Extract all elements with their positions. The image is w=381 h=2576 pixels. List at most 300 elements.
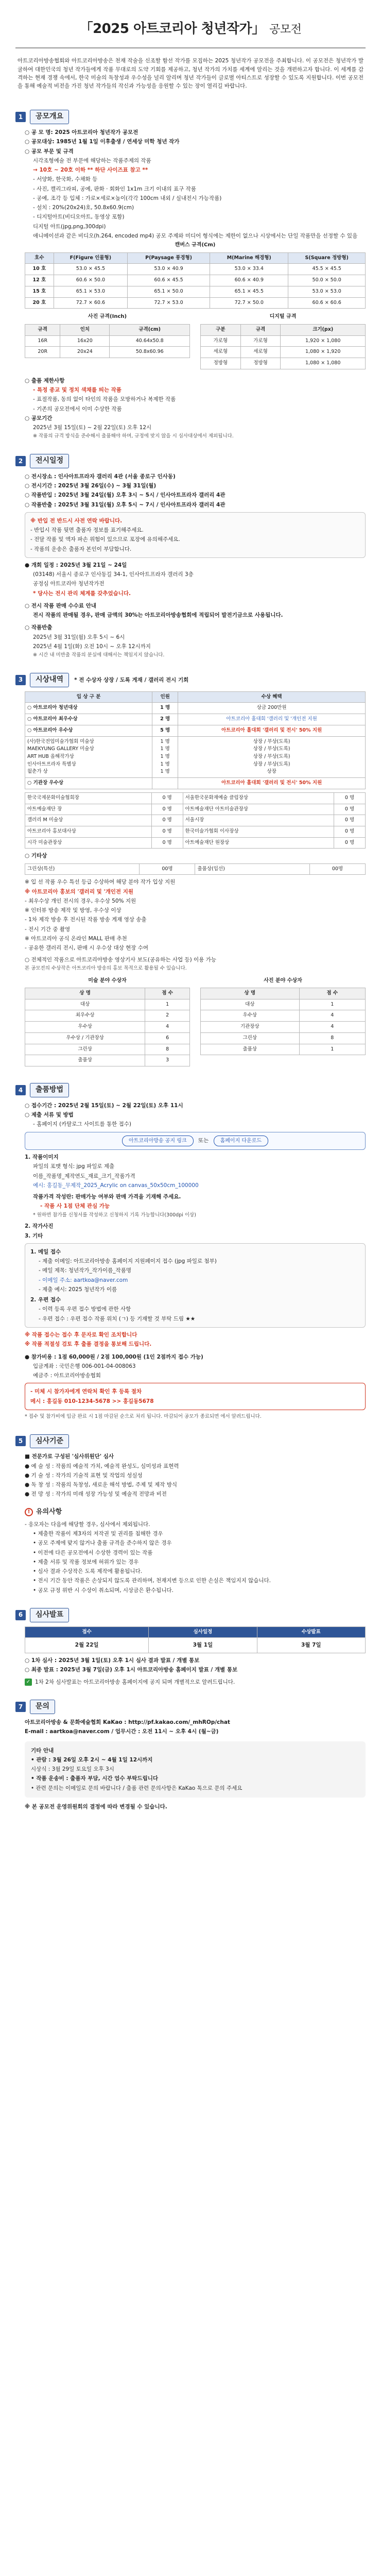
email-method-item: - 제출 예시: 2025 청년작가 이름 [39,1286,117,1293]
title-divider [15,47,366,48]
table-cell: 5 명 [152,725,178,736]
table-cell: 0 명 [151,804,183,815]
form-item: 파일의 포맷 형식: jpg 파일로 제출 [33,1163,115,1170]
table-cell: 그린상 [201,1032,300,1044]
table-cell: 00명 [309,863,365,875]
section-contact [15,1700,366,1811]
table-header: 수상발표 [257,1626,365,1638]
method-sub: - 홈페이지 (카탈로그 사이트를 통한 접수) [33,1121,131,1128]
art-award-table [25,988,190,1066]
closing-note: ※ 본 공모전 운영위원회의 결정에 따라 변경될 수 있습니다. [25,1803,167,1810]
table-cell: 0 명 [151,792,183,804]
caution-title: 유의사항 [36,1507,62,1516]
digital-size-table [200,324,366,369]
table-header: M(Marine 해경형) [210,252,288,264]
table-cell [152,778,178,789]
caution-item: • 제출한 작품이 제3자의 저작권 및 권리를 침해한 경우 [33,1530,366,1538]
prize-note-extra: ○ 전체적인 작품으로 아트코리아방송 영상기사 보도(공유하는 사업 등) 이용 가능 [25,956,216,963]
schedule-table [25,1626,366,1653]
table-row [25,703,366,714]
table-cell: 6 [145,1032,190,1044]
table-row [25,1010,190,1022]
section-number: 6 [15,1610,26,1620]
extra-label: 기타 안내 [31,1747,54,1754]
table-cell: 최우수상 [25,1010,145,1022]
spec-limit: → 10호 ~ 20호 이하 ** 하단 사이즈표 참고 ** [33,167,148,174]
spec-item: - 공예, 조각 등 입체 : 가로×세로×높이(각각 100cm 내외 / 실내전시 가능작품) [33,195,222,201]
table-row [25,714,366,725]
caution-item: • 공모 주제에 맞지 않거나 출품 규격을 준수하지 않은 경우 [33,1539,366,1547]
table-cell: 0 명 [334,792,366,804]
table-cell: 갤러리 M 미술상 [25,815,152,826]
section-header [15,1700,366,1714]
table-cell: 4 [299,1022,365,1033]
criteria-item: ● 예 술 성 : 작품의 예술적 가치, 예술적 완성도, 심미성과 표현력 [25,1463,179,1469]
sponsor-benefit: 상장 / 부상(도록) [253,761,290,767]
warning-icon: ! [25,1508,33,1516]
photo-award-table [200,988,366,1055]
table-row [25,1638,366,1653]
fee-warning: 메시 : 홍길동 010-1234-5678 >> 홍길동5678 [30,1398,154,1404]
fee-warning-box [25,1383,366,1410]
photo-size-table [25,324,190,358]
table-row [25,297,366,309]
link-separator: 또는 [198,1137,209,1144]
table-cell: 3월 7일 [257,1638,365,1653]
table-header: 구분 [201,324,241,335]
section-prizes [15,673,366,1070]
section-header [15,1608,366,1622]
table-cell: 아트코리아 홀대회 '갤러리 및 전시' 50% 지원 [178,725,366,736]
table-cell: ○ 아트코리아 최우수상 [25,714,152,725]
table-header: 규격 [25,324,60,335]
table-cell: 65.1 × 50.0 [128,286,210,297]
canvas-table-caption: 캔버스 규격(Cm) [175,242,216,248]
section-announcement [15,1608,366,1686]
entry-limit-item: - 표절작품, 동의 없이 타인의 작품을 모방하거나 복제한 작품 [33,396,176,403]
title-block [15,11,366,43]
check-note [25,1678,366,1686]
table-row [25,275,366,286]
table-row [25,1022,190,1033]
caution-item: • 제출 서류 및 작품 정보에 허위가 있는 경우 [33,1558,366,1566]
table-cell: 한국미술가협회 이사장상 [183,826,334,837]
photo-table-caption: 사진 규격(Inch) [88,314,127,320]
table-cell: 1 [145,999,190,1010]
section-header [15,1083,366,1097]
application-note: * 원하면 참가를 신청서를 작성하고 신청하지 기록 가능합니다(300dpi 이상) [33,1212,196,1218]
exhibit-line: ○ 전시장소 : 인사아트프라자 갤러리 4관 (서울 종로구 인사동) [25,473,176,480]
table-row [201,1022,366,1033]
table-cell: ○ 아트코리아 우수상 [25,725,152,736]
overview-line: ○ 공모대상: 1985년 1월 1일 이후출생 / 연세상 미학 청년 작가 [25,139,180,145]
section-number: 1 [15,112,26,122]
table-cell: 16x20 [60,335,110,347]
table-cell: 1 [299,1044,365,1055]
spec-item: - 사진, 캘리그라피, 공예, 판화 · 회화인 1x1m 크기 이내의 표구 작품 [33,185,196,192]
notice-item: - 작품의 운송은 출품자 본인이 부담합니다. [30,546,132,552]
recheck-sub: ※ 작품 적절성 검토 후 출품 결정을 통보해 드립니다. [25,1341,152,1348]
table-cell: 대상 [25,999,145,1010]
table-header: 수상 혜택 [178,691,366,703]
table-cell: 아트코리아 홀대회 '갤러리 및 '개인전 지원 [178,714,366,725]
table-cell: 40.64x50.8 [110,335,190,347]
table-row [25,1044,190,1055]
spec-list [25,175,366,240]
table-cell: 53.0 × 53.0 [288,286,366,297]
table-header: 심사일정 [149,1626,257,1638]
period-value: 2025년 3월 15일(토) ~ 2월 22일(토) 오후 12시 [33,425,152,431]
table-header: P(Paysage 풍경형) [128,252,210,264]
prize-note-item: ※ 아트코리아 홍보의 '갤러리 및 '개인전 지원 [25,888,134,895]
sponsor-count: 1 명 [160,769,170,775]
table-row [25,999,190,1010]
table-row [25,792,366,804]
table-cell: 출품상 [25,1055,145,1066]
extra-item: • 작품 운송비 : 출품자 부담, 시간 엄수 부탁드립니다 [31,1775,159,1782]
table-row [25,347,190,358]
contact-line: E-mail : aartkoa@naver.com / 업무시간 : 오전 11시 ~ 오후 4시 (월~금) [25,1728,219,1735]
table-row [201,358,366,369]
table-header: 규격(cm) [110,324,190,335]
table-cell: 정방형 [201,358,241,369]
homepage-download-button[interactable]: 홈페이지 다운로드 [214,1136,268,1147]
check-note-text: 1차 2차 심사발표는 아트코리아방송 홈페이지에 공지 되며 개별적으로 알려드립니다. [35,1679,235,1686]
table-cell: 50.0 × 50.0 [288,275,366,286]
section-header [15,1434,366,1449]
sponsor-benefit: 상장 / 부상(도록) [253,753,290,759]
table-cell: 아트예술재단 원장상 [183,837,334,849]
entry-limit-label: ○ 출품 제한사항 [25,377,65,384]
email-method-item: 1. 메일 접수 [30,1248,61,1255]
table-row [201,335,366,347]
table-cell: 20 호 [25,297,54,309]
participation-fee: ● 참가비용 : 1점 60,000원 / 2점 100,000원 (1인 2점까지 접수 가능) [25,1353,203,1360]
section-submission [15,1083,366,1421]
table-cell: 가로형 [240,335,281,347]
price-note: - 작품 사 1점 단체 관심 가능 [40,1203,110,1210]
table-cell: 65.1 × 45.5 [210,286,288,297]
section-criteria [15,1434,366,1595]
ceremony-value: (03148) 서울시 종로구 인사동길 34-1, 인사아트프라자 갤러리 3층 [33,571,194,578]
docs-label: 2. 작가사진 [25,1223,54,1230]
table-row [25,815,366,826]
ceremony-sub: 공정심 아트코리아 청년작가전 [33,581,105,587]
table-cell: 2월 22일 [25,1638,149,1653]
table-cell: 8 [299,1032,365,1044]
table-cell: 0 명 [334,837,366,849]
prize-note-item: - 전시 기간 중 촬영 [25,926,71,933]
canvas-size-table [25,252,366,309]
table-cell: 0 명 [151,815,183,826]
table-cell: 0 명 [151,826,183,837]
extra-info-box [25,1741,366,1798]
table-cell: 정방형 [240,358,281,369]
caution-lead: - 응모자는 다음에 해당할 경우, 심사에서 제외됩니다. [25,1521,150,1528]
table-cell: 서울시장 [183,815,334,826]
table-cell: 15 호 [25,286,54,297]
prize-notes [25,878,366,952]
section-number: 5 [15,1436,26,1446]
exhibit-line: ○ 작품반출 : 2025년 3월 31일(월) 오후 5시 ~ 7시 / 인사아트프라자 갤러리 4관 [25,501,226,508]
table-header: 상 명 [201,988,300,999]
photo-award-caption: 사진 분야 수상자 [264,977,302,984]
table-row [201,1044,366,1055]
table-cell: 출품상 [201,1044,300,1055]
table-cell: 가로형 [201,335,241,347]
entry-limit-item: - 기존의 공모전에서 이미 수상한 작품 [33,405,122,412]
checkbox-icon: ✓ [25,1679,32,1686]
criteria-item: ● 독 창 성 : 작품의 독창성, 새로운 해석 방법, 주제 및 제작 방식 [25,1482,178,1488]
table-cell: 1,080 × 1,080 [281,358,366,369]
spec-intro: 시각조형예술 전 부문에 해당하는 작품주제의 작품 [33,157,151,164]
table-cell: 대상 [201,999,300,1010]
criteria-item: ● 전 망 성 : 작가의 미래 성장 가능성 및 예술적 전망과 비전 [25,1491,167,1498]
table-header: 상 명 [25,988,145,999]
notice-link-button[interactable]: 아트코리아방송 공지 링크 [122,1136,194,1147]
extra-item: • 관람 : 3월 26일 오후 2시 ~ 4월 1일 12시까지 [31,1756,153,1763]
section-title: 공모개요 [30,110,69,124]
table-cell: 72.7 × 50.0 [210,297,288,309]
table-cell: 3 [145,1055,190,1066]
caution-item: • 심사 결과 수상작은 도록 제작에 활용됩니다. [33,1567,366,1575]
table-header: F(Figure 인물형) [54,252,127,264]
fee-value: 전시 작품의 판매될 경우, 판매 금액의 30%는 아트코리아방송협회에 적립되어 발전기금으로 사용됩니다. [33,612,283,619]
table-cell: 0 명 [151,837,183,849]
table-cell: 50.8x60.96 [110,347,190,358]
table-header: 크기(px) [281,324,366,335]
table-cell: 60.6 × 45.5 [128,275,210,286]
table-cell: 2 [145,1010,190,1022]
return-line: ※ 시간 내 미반출 작품의 분실에 대해서는 책임지지 않습니다. [33,652,165,658]
section-header [15,454,366,468]
caution-item: • 이전에 다른 공모전에서 수상한 경력이 있는 작품 [33,1549,366,1557]
table-cell: 우수상 [201,1010,300,1022]
email-method-item: - 이메일 주소: aartkoa@naver.com [39,1277,128,1283]
table-cell: ○ 아트코리아 청년대상 [25,703,152,714]
table-cell: 그린상 [25,1044,145,1055]
table-cell: 8 [145,1044,190,1055]
art-award-caption: 미술 분야 수상자 [88,977,127,984]
section-title: 출품방법 [30,1083,69,1097]
table-cell: 72.7 × 53.0 [128,297,210,309]
table-header: 인원 [152,691,178,703]
fee-warning: - 미체 시 참가자에게 연락처 확인 후 등록 절차 [30,1388,142,1395]
overview-line: ○ 공모 부문 및 규격 [25,148,74,155]
post-method-label: 2. 우편 접수 [30,1297,61,1303]
table-cell: 0 명 [334,815,366,826]
section-header [15,673,366,687]
section-exhibition [15,454,366,659]
return-line: 2025년 3월 31일(월) 오후 5시 ~ 6시 [33,634,125,640]
table-cell: 53.0 × 33.4 [210,264,288,275]
form-list [25,1162,366,1190]
table-cell: 53.0 × 40.9 [128,264,210,275]
email-method-item: - 메일 제목: 청년작가_작가이름_작품명 [39,1267,131,1274]
sponsor-count: 1 명 [160,738,170,744]
caution-heading [25,1507,366,1517]
prize-note: * 전 수상자 상장 / 도록 게재 / 갤러리 전시 기회 [74,676,189,683]
period-note: ※ 작품의 규격 방식을 준수해서 출품해야 하며, 규정에 맞지 않을 시 심사대상에서 제외됩니다. [33,433,234,439]
sponsor-name: 인사아트프라자 특별상 [27,761,76,767]
other-award-label: ○ 기타상 [25,853,47,859]
overview-line: ○ 공 모 명: 2025 아트코리아 청년작가 공모전 [25,129,138,136]
section-number: 2 [15,456,26,466]
table-cell [178,736,366,778]
announce-line: ○ 1차 심사 : 2025년 3월 1일(토) 오후 1시 심사 결과 발표 / 개별 통보 [25,1657,200,1664]
table-header: 입 상 구 분 [25,691,152,703]
section-title: 시상내역 [30,673,69,687]
return-label: ○ 작품반출 [25,624,53,631]
table-header: 인치 [60,324,110,335]
table-cell: 60.6 × 50.0 [54,275,127,286]
table-cell: 0 명 [334,804,366,815]
fee-holder: 예금주 : 아트코리아방송협회 [33,1372,101,1379]
table-row [201,1010,366,1022]
table-cell: 20x24 [60,347,110,358]
table-row [25,264,366,275]
table-cell: 45.5 × 45.5 [288,264,366,275]
intro-text: 아트코리아방송협회와 아트코리아방송은 천재 작술을 신조할 함선 작가를 모집하는 2025 청년작가 공모전을 주최합니다. 이 공모전은 청년작가 발굴하여 대한민국의 청년 작가들에게 작품 무대로의 도약 기회를 제공하고, 청년 작가의 가치를 세계에 알리는 것을 개편하고자 합니다. 이 세계를 감격하는 현재 경쟁 속에서, 한국 미술의 독창성과 우수성을 널리 알리며 청년 작가들이 글로벌 아티스트로 성장할 수 있도록 지원합니다. 이번 공모전을 통해 예술적 비전을 가진 청년 작가들의 작신과 가능성을 응원할 수 있는 장이 열리길 바랍니다. [18,58,363,90]
spec-item: - 디지털아트(비디오아트, 동영상 포함) [33,214,125,221]
post-method-item: - 이력 등록 우편 접수 방법에 관한 사항 [39,1306,131,1313]
caution-item: • 공모 규정 위반 시 수상이 취소되며, 시상금은 환수됩니다. [33,1586,366,1595]
table-row [25,863,366,875]
sponsor-name: 월춘가 상 [27,769,48,775]
spec-item: 애니메이션과 같은 비디오(h.264, encoded mp4) 공모 주제와 미디어 형식에는 제한이 없으나 시상에서는 단일 작품만을 선정할 수 있음 [33,232,358,239]
table-header: 호수 [25,252,54,264]
table-row [25,725,366,736]
table-cell: 2 명 [152,714,178,725]
page-title [15,19,366,39]
section-header [15,110,366,124]
table-cell [152,736,178,778]
table-cell: 65.1 × 53.0 [54,286,127,297]
table-cell: 그린상(특선) [25,863,140,875]
prize-note-extra: 본 공모전의 수상작은 아트코리아 방송의 홍보 목적으로 활용될 수 있습니다. [25,965,187,971]
post-method-item: - 우편 접수 : 우편 접수 작품 위치 (ㄱ) 등 기재할 것 부탁 드림 ★★ [39,1315,196,1322]
table-cell: 1 [299,999,365,1010]
return-line: 2025년 4월 1일(화) 오전 10시 ~ 오후 12시까지 [33,643,151,650]
table-header: S(Square 정방형) [288,252,366,264]
section-overview [15,110,366,440]
table-row [25,286,366,297]
table-cell: 아트예술재단 장 [25,804,152,815]
section-title: 문의 [30,1700,55,1714]
notice-item: - 전달 작품 및 액자 파손 위험이 있으므로 포장에 유의해주세요. [30,536,180,543]
prize-note-item: ※ 입 선 작품 우수 특선 등급 수상하여 해당 분야 작가 입상 지원 [25,879,176,886]
table-cell: 60.6 × 40.9 [210,275,288,286]
table-row [25,804,366,815]
table-row [25,335,190,347]
prize-note-item: - 1차 제작 방송 후 전시된 작품 방송 게재 영상 송출 [25,917,147,923]
period-label: ○ 공모기간 [25,415,53,421]
table-cell: 출품상(입선) [195,863,309,875]
receipt-period: ○ 접수기간 : 2025년 2월 15일(토) ~ 2월 22일(토) 오후 11시 [25,1102,183,1109]
table-row [25,1032,190,1044]
table-header: 접수 [25,1626,149,1638]
sponsor-name: (사)한국전업미술가협회 미술상 [27,738,94,744]
sponsor-name: ART HUB 올해작가상 [27,753,74,759]
table-cell: 상금 200만원 [178,703,366,714]
table-cell: 3월 1일 [149,1638,257,1653]
table-row [201,347,366,358]
other-award-table [25,863,366,875]
table-header: 점 수 [145,988,190,999]
prize-note-item: ※ 인터뷰 방송 제작 및 방영, 우수상 이상 [25,907,122,914]
table-cell: 한국국제문화미술협회장 [25,792,152,804]
sponsor-count: 1 명 [160,746,170,752]
form-item: 예시: 홍길동_무제작_2025_Acrylic on canvas_50x50cm_100000 [33,1182,199,1189]
sponsor-count: 1 명 [160,761,170,767]
prize-table [25,691,366,789]
exhibit-line: ○ 작품반입 : 2025년 3월 24일(월) 오후 3시 ~ 5시 / 인사아트프라자 갤러리 4관 [25,492,226,499]
table-header: 점 수 [299,988,365,999]
table-cell: 아트예술재단 아트미술관장상 [183,804,334,815]
table-cell: 16R [25,335,60,347]
entry-limit-item: - 특정 종교 및 정치 색채를 띄는 작품 [33,386,122,393]
table-row [25,736,366,778]
table-row [25,1055,190,1066]
table-cell: 12 호 [25,275,54,286]
download-links [25,1132,366,1150]
table-cell: 아트코리아 홀대회 '갤러리 및 전시' 50% 지원 [178,778,366,789]
table-cell: 아트코리아 홍보대사상 [25,826,152,837]
table-cell: 시각 미술관장상 [25,837,152,849]
fee-label: ○ 전시 작품 판매 수수료 안내 [25,602,97,609]
table-cell: 우수상 [25,1022,145,1033]
exhibit-notice-box [25,512,366,558]
table-header: 규격 [240,324,281,335]
sponsor-count: 1 명 [160,753,170,759]
ceremony-label: ● 개회 일정 : 2025년 3월 21일 ~ 24일 [25,562,127,568]
notice-title: ※ 반입 전 반드시 사전 연락 바랍니다. [30,517,123,524]
table-cell: 0 명 [334,826,366,837]
title-main: 「2025 아트코리아 청년작가」 [79,21,265,37]
caution-item: • 전시 기간 동안 작품은 손상되지 않도록 관리하며, 천재지변 등으로 인한 손실은 책임지지 않습니다. [33,1577,366,1585]
table-cell: 4 [299,1010,365,1022]
submission-methods-box [25,1243,366,1328]
table-row [25,778,366,789]
notice-item: - 반입시 작품 뒷면 출품자 정보를 표기해주세요. [30,527,144,534]
table-cell: 기관장상 [201,1022,300,1033]
award-count-tables [25,977,366,1070]
entry-limit-list [25,386,366,413]
table-cell [25,736,152,778]
recheck-note: ※ 작품 접수는 접수 후 문자로 확인 조치합니다 [25,1331,137,1338]
announce-line: ○ 최종 발표 : 2025년 3월 7일(금) 오후 1시 아트코리아방송 홈페이지 발표 / 개별 통보 [25,1666,238,1673]
fee-account: 입금계좌 : 국민은행 006-001-04-008063 [33,1363,136,1369]
table-row [25,826,366,837]
table-cell: 1 명 [152,703,178,714]
sponsor-benefit: 상장 / 부상(도록) [253,746,290,752]
form-item: 이름_작품명_제작연도_재료_크기_작품가격 [33,1173,135,1179]
prize-note-item: ※ 아트코리아 공식 온라인 MALL 판매 추천 [25,935,127,942]
section-number: 3 [15,675,26,685]
final-note: * 접수 및 참가비에 입금 완료 시 1점 마감된 순으로 처리 됩니다. 마감되어 공모가 종료되면 에서 알려드립니다. [25,1413,262,1419]
table-cell: 1,920 × 1,080 [281,335,366,347]
prize-note-item: - 공유한 갤러리 전시, 판매 시 우수상 대상 현장 수여 [25,945,149,952]
section-title: 심사발표 [30,1608,69,1622]
email-method-item: - 제출 이메일: 아트코리아방송 홈페이지 지원페이지 접수 (jpg 파일로 첨부) [39,1258,217,1265]
sponsor-name: MAEKYUNG GALLERY 미술상 [27,746,94,752]
criteria-lead: ■ 전문가로 구성된 '심사위원단' 심사 [25,1453,114,1460]
section-number: 7 [15,1702,26,1712]
table-cell: 53.0 × 45.5 [54,264,127,275]
table-cell: 우수상 / 기관장상 [25,1032,145,1044]
etc-label: 3. 기타 [25,1232,43,1239]
sponsor-benefit: 상장 / 부상(도록) [253,738,290,744]
